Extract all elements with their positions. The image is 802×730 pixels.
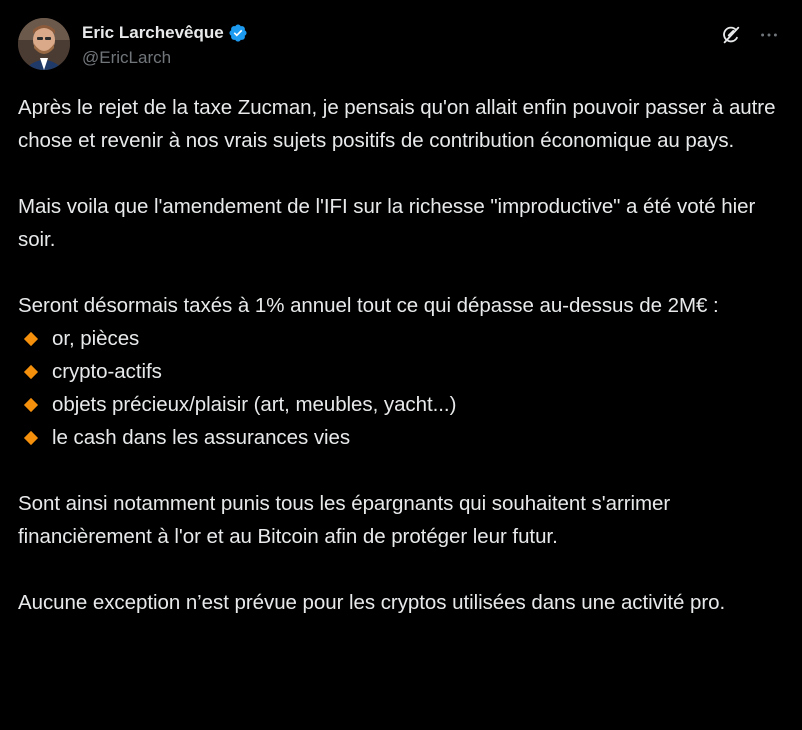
- tweet-paragraph: Sont ainsi notamment punis tous les épargnants qui souhaitent s'arrimer financièrement à l'or et au Bitcoin afin de protéger leur futur.: [18, 492, 671, 548]
- list-item-text: le cash dans les assurances vies: [52, 426, 351, 449]
- grok-icon[interactable]: [720, 24, 742, 46]
- tweet-text: [18, 91, 786, 619]
- tweet-header: [18, 18, 784, 74]
- display-name[interactable]: Eric Larchevêque: [82, 23, 224, 42]
- list-item: [18, 355, 786, 388]
- list-item: [18, 388, 786, 421]
- orange-diamond-icon: [24, 331, 38, 345]
- list-item: [18, 421, 786, 454]
- more-options-icon[interactable]: [758, 24, 780, 46]
- list-item-text: objets précieux/plaisir (art, meubles, yacht...): [52, 393, 457, 416]
- list-intro: Seront désormais taxés à 1% annuel tout ce qui dépasse au-dessus de 2M€ :: [18, 294, 719, 317]
- tweet-list-block: [18, 289, 786, 454]
- list-item: [18, 322, 786, 355]
- list-item-text: or, pièces: [52, 327, 140, 350]
- author-names: [82, 22, 248, 69]
- handle[interactable]: @EricLarch: [82, 48, 172, 67]
- tweet-paragraph: Aucune exception n’est prévue pour les cryptos utilisées dans une activité pro.: [18, 591, 726, 614]
- name-row: [82, 22, 248, 44]
- tweet-paragraph: Mais voila que l'amendement de l'IFI sur la richesse "improductive" a été voté hier soir.: [18, 195, 756, 251]
- tweet-paragraph: Après le rejet de la taxe Zucman, je pensais qu'on allait enfin pouvoir passer à autre chose et revenir à nos vrais sujets positifs de contribution économique au pays.: [18, 96, 776, 152]
- orange-diamond-icon: [24, 397, 38, 411]
- list-item-text: crypto-actifs: [52, 360, 162, 383]
- orange-diamond-icon: [24, 364, 38, 378]
- avatar[interactable]: [18, 18, 70, 70]
- verified-badge-icon[interactable]: [228, 23, 248, 43]
- orange-diamond-icon: [24, 430, 38, 444]
